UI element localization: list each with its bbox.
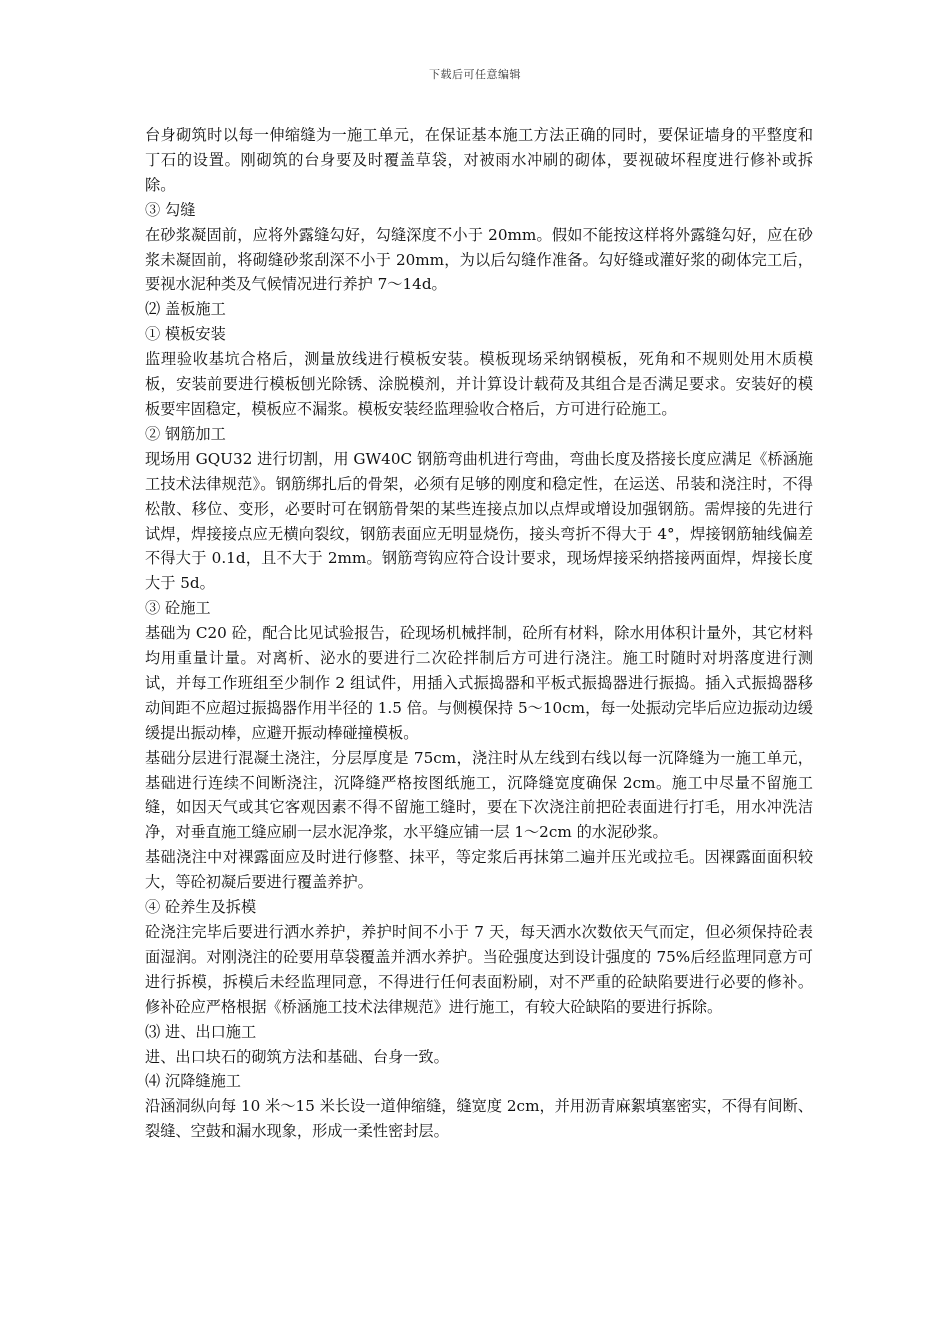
section-heading: ⑷ 沉降缝施工: [145, 1072, 241, 1091]
paragraph: 沿涵洞纵向每 10 米～15 米长设一道伸缩缝，缝宽度 2cm，并用沥青麻絮填塞密实，不得有间断、裂缝、空鼓和漏水现象，形成一柔性密封层。: [145, 1097, 813, 1141]
page-header: 下载后可任意编辑: [429, 68, 521, 81]
section-heading: ⑵ 盖板施工: [145, 300, 226, 319]
paragraph: 台身砌筑时以每一伸缩缝为一施工单元，在保证基本施工方法正确的同时，要保证墙身的平整度和丁石的设置。刚砌筑的台身要及时覆盖草袋，对被雨水冲刷的砌体，要视破坏程度进行修补或拆除。: [145, 126, 813, 194]
paragraph: 进、出口块石的砌筑方法和基础、台身一致。: [145, 1047, 449, 1066]
paragraph: 在砂浆凝固前，应将外露缝勾好，勾缝深度不小于 20mm。假如不能按这样将外露缝勾好，应在砂浆未凝固前，将砌缝砂浆刮深不小于 20mm，为以后勾缝作准备。勾好缝或灌好浆的砌体完工后，要视水泥种类及气候情况进行养护 7～14d。: [145, 225, 813, 294]
paragraph: 监理验收基坑合格后，测量放线进行模板安装。模板现场采纳钢模板，死角和不规则处用木质模板，安装前要进行模板刨光除锈、涂脱模剂，并计算设计载荷及其组合是否满足要求。安装好的模板要牢固稳定，模板应不漏浆。模板安装经监理验收合格后，方可进行砼施工。: [145, 350, 813, 418]
section-heading: ④ 砼养生及拆模: [145, 898, 257, 917]
section-heading: ③ 砼施工: [145, 599, 211, 618]
document-body: [145, 123, 813, 1144]
section-heading: ⑶ 进、出口施工: [145, 1022, 257, 1041]
paragraph: 基础为 C20 砼，配合比见试验报告，砼现场机械拌制，砼所有材料，除水用体积计量外，其它材料均用重量计量。对离析、泌水的要进行二次砼拌制后方可进行浇注。施工时随时对坍落度进行测试，并每工作班组至少制作 2 组试件，用插入式振捣器和平板式振捣器进行振捣。插入式振捣器移动间距不应超过振捣器作用半径的 1.5 倍。与侧模保持 5～10cm，每一处振动完毕后应边振动边缓缓提出振动棒，应避开振动棒碰撞模板。: [145, 624, 813, 742]
section-heading: ② 钢筋加工: [145, 424, 226, 443]
paragraph: 基础浇注中对裸露面应及时进行修整、抹平，等定浆后再抹第二遍并压光或拉毛。因裸露面面积较大，等砼初凝后要进行覆盖养护。: [145, 848, 813, 892]
paragraph: 砼浇注完毕后要进行洒水养护，养护时间不小于 7 天，每天洒水次数依天气而定，但必须保持砼表面湿润。对刚浇注的砼要用草袋覆盖并洒水养护。当砼强度达到设计强度的 75%后经监理同意方可进行拆模，拆模后未经监理同意，不得进行任何表面粉刷，对不严重的砼缺陷要进行必要的修补。修补砼应严格根据《桥涵施工技术法律规范》进行施工，有较大砼缺陷的要进行拆除。: [145, 923, 813, 1016]
section-heading: ③ 勾缝: [145, 200, 196, 219]
paragraph: 基础分层进行混凝土浇注，分层厚度是 75cm，浇注时从左线到右线以每一沉降缝为一施工单元，基础进行连续不间断浇注，沉降缝严格按图纸施工，沉降缝宽度确保 2cm。施工中尽量不留施工缝，如因天气或其它客观因素不得不留施工缝时，要在下次浇注前把砼表面进行打毛，用水冲洗洁净，对垂直施工缝应刷一层水泥净浆，水平缝应铺一层 1～2cm 的水泥砂浆。: [145, 748, 813, 842]
section-heading: ① 模板安装: [145, 325, 226, 344]
paragraph: 现场用 GQU32 进行切割，用 GW40C 钢筋弯曲机进行弯曲，弯曲长度及搭接长度应满足《桥涵施工技术法律规范》。钢筋绑扎后的骨架，必须有足够的刚度和稳定性，在运送、吊装和浇注时，不得松散、移位、变形，必要时可在钢筋骨架的某些连接点加以点焊或增设加强钢筋。需焊接的先进行试焊，焊接接点应无横向裂纹，钢筋表面应无明显烧伤，接头弯折不得大于 4°，焊接钢筋轴线偏差不得大于 0.1d，且不大于 2mm。钢筋弯钩应符合设计要求，现场焊接采纳搭接两面焊，焊接长度大于 5d。: [145, 449, 813, 593]
